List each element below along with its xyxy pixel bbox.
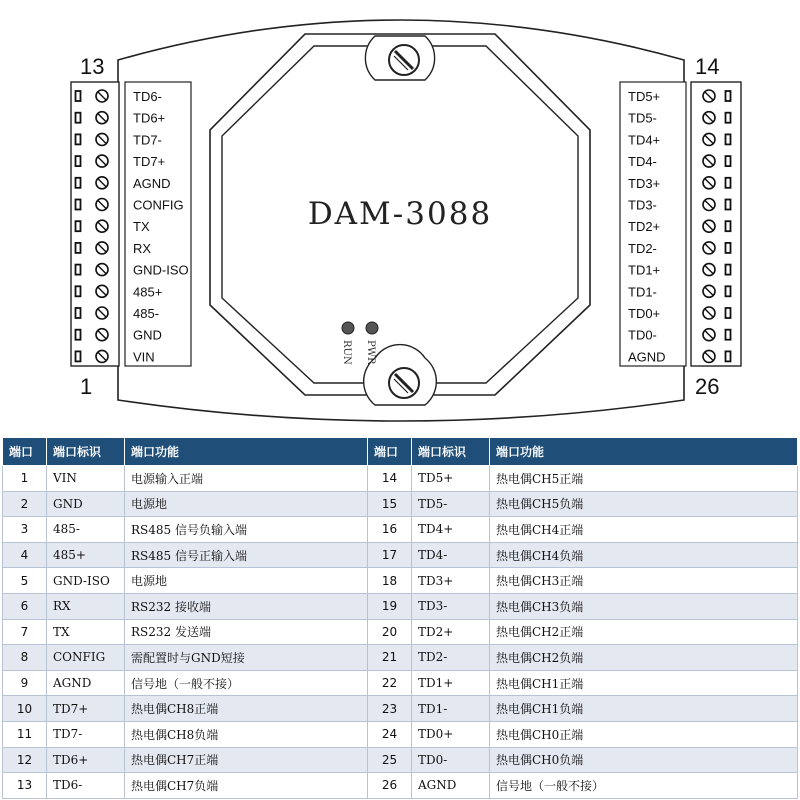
terminal-indicator-icon <box>726 265 731 275</box>
port-id-cell: TD3+ <box>412 568 490 594</box>
terminal-label: TD6- <box>133 89 162 104</box>
terminal-label: AGND <box>133 175 171 191</box>
port-function-cell: 电源输入正端 <box>125 466 396 492</box>
port-number-cell: 3 <box>3 517 47 543</box>
port-function-cell: 热电偶CH1负端 <box>490 696 798 722</box>
table-row <box>3 670 396 696</box>
terminal-label: TD0- <box>628 327 657 343</box>
port-function-cell: 热电偶CH2负端 <box>490 645 798 671</box>
terminal-label: 485- <box>133 306 160 321</box>
port-id-cell: AGND <box>47 670 125 696</box>
terminal-indicator-icon <box>76 200 81 210</box>
table-row <box>368 619 798 645</box>
header-port-id: 端口标识 <box>412 438 490 466</box>
port-number-cell: 5 <box>3 568 47 594</box>
table-row <box>3 619 396 645</box>
terminal-indicator-icon <box>76 330 81 340</box>
model-name: DAM-3088 <box>307 196 493 232</box>
table-row <box>368 773 798 799</box>
port-id-cell: RX <box>47 593 125 619</box>
port-number-cell: 22 <box>368 670 412 696</box>
terminal-indicator-icon <box>726 156 731 166</box>
table-row <box>3 568 396 594</box>
terminal-indicator-icon <box>726 113 731 123</box>
port-number-cell: 26 <box>368 773 412 799</box>
right-top-number: 14 <box>695 54 720 79</box>
terminal-label: CONFIG <box>133 197 184 213</box>
port-number-cell: 11 <box>3 721 47 747</box>
terminal-label: AGND <box>628 349 666 365</box>
terminal-label: RX <box>133 240 152 256</box>
table-header-row <box>368 438 798 466</box>
terminal-label: TD4- <box>628 154 657 170</box>
port-function-cell: 热电偶CH7正端 <box>125 747 396 773</box>
terminal-indicator-icon <box>76 265 81 275</box>
terminal-indicator-icon <box>726 286 731 296</box>
port-id-cell: TD4+ <box>412 517 490 543</box>
port-function-cell: 热电偶CH8负端 <box>125 721 396 747</box>
terminal-label: VIN <box>133 349 155 365</box>
run-led-label: RUN <box>341 340 352 365</box>
port-function-cell: 热电偶CH0正端 <box>490 721 798 747</box>
port-number-cell: 2 <box>3 491 47 517</box>
port-number-cell: 7 <box>3 619 47 645</box>
port-id-cell: 485+ <box>47 542 125 568</box>
terminal-label: TD3- <box>628 197 657 213</box>
terminal-indicator-icon <box>726 134 731 144</box>
port-id-cell: TD2+ <box>412 619 490 645</box>
table-row <box>3 542 396 568</box>
terminal-indicator-icon <box>76 113 81 123</box>
table-row <box>368 517 798 543</box>
port-function-cell: RS232 接收端 <box>125 593 396 619</box>
table-row <box>368 542 798 568</box>
terminal-indicator-icon <box>76 221 81 231</box>
terminal-indicator-icon <box>76 286 81 296</box>
port-id-cell: 485- <box>47 517 125 543</box>
port-function-cell: 热电偶CH4负端 <box>490 542 798 568</box>
port-id-cell: TD6- <box>47 773 125 799</box>
port-id-cell: TD2- <box>412 645 490 671</box>
terminal-label: GND <box>133 327 162 343</box>
table-row <box>368 670 798 696</box>
terminal-label: TD3+ <box>628 175 661 191</box>
table-row <box>3 593 396 619</box>
terminal-label: GND-ISO <box>133 262 189 278</box>
terminal-indicator-icon <box>726 178 731 188</box>
port-id-cell: TX <box>47 619 125 645</box>
right-bottom-number: 26 <box>695 374 720 399</box>
right-terminal-block <box>691 82 741 366</box>
table-row <box>3 466 396 492</box>
port-number-cell: 24 <box>368 721 412 747</box>
terminal-indicator-icon <box>76 91 81 101</box>
port-id-cell: TD4- <box>412 542 490 568</box>
table-row <box>3 773 396 799</box>
terminal-indicator-icon <box>76 243 81 253</box>
terminal-label: TX <box>133 219 150 235</box>
port-number-cell: 6 <box>3 593 47 619</box>
terminal-indicator-icon <box>76 134 81 144</box>
port-number-cell: 12 <box>3 747 47 773</box>
terminal-label: TD5+ <box>628 89 661 104</box>
port-function-cell: RS485 信号负输入端 <box>125 517 396 543</box>
port-number-cell: 8 <box>3 645 47 671</box>
table-row <box>3 517 396 543</box>
header-port: 端口 <box>368 438 412 466</box>
port-function-cell: 热电偶CH8正端 <box>125 696 396 722</box>
header-port-id: 端口标识 <box>47 438 125 466</box>
port-function-cell: 热电偶CH2正端 <box>490 619 798 645</box>
port-id-cell: TD5- <box>412 491 490 517</box>
terminal-label: TD5- <box>628 110 657 126</box>
port-function-cell: 热电偶CH7负端 <box>125 773 396 799</box>
header-port-function: 端口功能 <box>125 438 396 466</box>
port-number-cell: 9 <box>3 670 47 696</box>
left-bottom-number: 1 <box>80 374 93 399</box>
terminal-label: TD4+ <box>628 132 661 148</box>
terminal-indicator-icon <box>726 200 731 210</box>
terminal-indicator-icon <box>726 221 731 231</box>
port-function-cell: 电源地 <box>125 491 396 517</box>
terminal-label: TD0+ <box>628 306 661 321</box>
terminal-indicator-icon <box>76 351 81 361</box>
port-function-cell: 热电偶CH0负端 <box>490 747 798 773</box>
table-header-row <box>3 438 396 466</box>
port-number-cell: 23 <box>368 696 412 722</box>
port-number-cell: 4 <box>3 542 47 568</box>
header-port: 端口 <box>3 438 47 466</box>
table-row <box>3 721 396 747</box>
port-number-cell: 14 <box>368 466 412 492</box>
port-number-cell: 21 <box>368 645 412 671</box>
terminal-label: TD7+ <box>133 154 166 170</box>
port-id-cell: TD5+ <box>412 466 490 492</box>
table-row <box>368 568 798 594</box>
port-id-cell: VIN <box>47 466 125 492</box>
table-row <box>3 696 396 722</box>
port-function-cell: 热电偶CH5正端 <box>490 466 798 492</box>
port-id-cell: TD6+ <box>47 747 125 773</box>
pin-table-right <box>367 437 798 799</box>
terminal-indicator-icon <box>726 308 731 318</box>
table-row <box>368 466 798 492</box>
run-led-icon <box>342 322 354 334</box>
port-id-cell: GND-ISO <box>47 568 125 594</box>
table-row <box>368 593 798 619</box>
terminal-label: TD6+ <box>133 110 166 126</box>
port-function-cell: 热电偶CH3正端 <box>490 568 798 594</box>
terminal-label: TD2+ <box>628 219 661 235</box>
port-number-cell: 25 <box>368 747 412 773</box>
port-number-cell: 18 <box>368 568 412 594</box>
port-function-cell: RS485 信号正输入端 <box>125 542 396 568</box>
port-id-cell: AGND <box>412 773 490 799</box>
port-function-cell: 热电偶CH4正端 <box>490 517 798 543</box>
terminal-label: 485+ <box>133 284 163 300</box>
port-id-cell: TD1+ <box>412 670 490 696</box>
port-function-cell: RS232 发送端 <box>125 619 396 645</box>
terminal-label: TD1+ <box>628 262 661 278</box>
port-number-cell: 16 <box>368 517 412 543</box>
port-function-cell: 电源地 <box>125 568 396 594</box>
port-number-cell: 13 <box>3 773 47 799</box>
port-id-cell: TD1- <box>412 696 490 722</box>
terminal-indicator-icon <box>726 330 731 340</box>
terminal-indicator-icon <box>76 178 81 188</box>
pwr-led-icon <box>366 322 378 334</box>
terminal-label: TD2- <box>628 240 657 256</box>
terminal-indicator-icon <box>726 243 731 253</box>
left-top-number: 13 <box>80 54 105 79</box>
terminal-label: TD1- <box>628 284 657 300</box>
terminal-indicator-icon <box>76 156 81 166</box>
port-function-cell: 信号地（一般不接） <box>490 773 798 799</box>
port-id-cell: TD3- <box>412 593 490 619</box>
header-port-function: 端口功能 <box>490 438 798 466</box>
port-number-cell: 15 <box>368 491 412 517</box>
table-row <box>3 645 396 671</box>
terminal-indicator-icon <box>726 91 731 101</box>
table-row <box>368 696 798 722</box>
port-function-cell: 热电偶CH1正端 <box>490 670 798 696</box>
port-id-cell: TD0- <box>412 747 490 773</box>
port-id-cell: CONFIG <box>47 645 125 671</box>
port-number-cell: 17 <box>368 542 412 568</box>
table-row <box>368 747 798 773</box>
port-function-cell: 信号地（一般不接） <box>125 670 396 696</box>
table-row <box>3 491 396 517</box>
pin-table-left <box>2 437 396 799</box>
port-number-cell: 10 <box>3 696 47 722</box>
port-id-cell: TD7- <box>47 721 125 747</box>
pwr-led-label: PWR <box>365 340 376 365</box>
table-row <box>3 747 396 773</box>
terminal-indicator-icon <box>76 308 81 318</box>
table-row <box>368 645 798 671</box>
port-id-cell: GND <box>47 491 125 517</box>
port-function-cell: 需配置时与GND短接 <box>125 645 396 671</box>
port-function-cell: 热电偶CH3负端 <box>490 593 798 619</box>
port-number-cell: 19 <box>368 593 412 619</box>
table-row <box>368 491 798 517</box>
port-number-cell: 1 <box>3 466 47 492</box>
port-number-cell: 20 <box>368 619 412 645</box>
port-id-cell: TD0+ <box>412 721 490 747</box>
terminal-indicator-icon <box>726 351 731 361</box>
terminal-label: TD7- <box>133 132 162 148</box>
port-id-cell: TD7+ <box>47 696 125 722</box>
table-row <box>368 721 798 747</box>
port-function-cell: 热电偶CH5负端 <box>490 491 798 517</box>
